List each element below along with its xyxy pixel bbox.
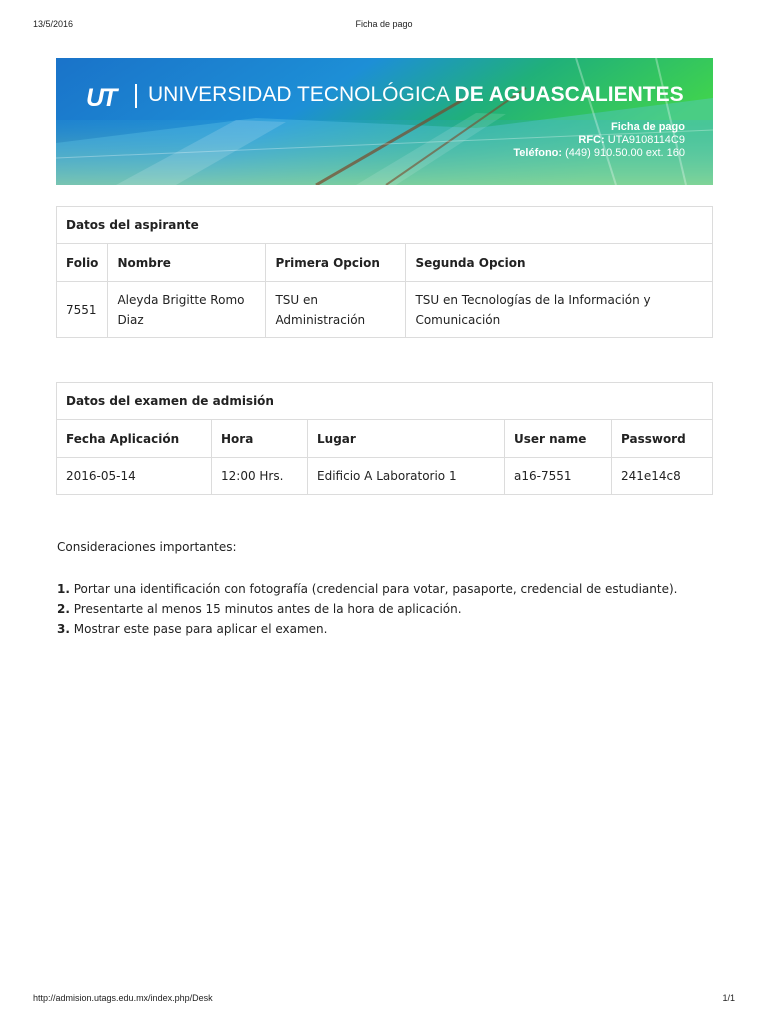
list-item xyxy=(57,599,677,619)
table-row xyxy=(57,458,713,495)
header-nombre: Nombre xyxy=(108,244,266,282)
item-text: Mostrar este pase para aplicar el examen. xyxy=(73,622,328,636)
university-banner xyxy=(56,58,713,185)
print-header xyxy=(0,19,768,33)
cell-lugar: Edificio A Laboratorio 1 xyxy=(308,458,505,495)
cell-primera-opcion: TSU en Administración xyxy=(266,282,406,338)
banner-info xyxy=(513,121,685,160)
print-date: 13/5/2016 xyxy=(33,19,74,29)
list-item xyxy=(57,619,677,639)
header-folio: Folio xyxy=(57,244,108,282)
item-text: Portar una identificación con fotografía (credencial para votar, pasaporte, credencial de estudiante). xyxy=(73,582,678,596)
university-name xyxy=(148,83,684,107)
print-url: http://admision.utags.edu.mx/index.php/Desk xyxy=(33,993,213,1003)
cell-folio: 7551 xyxy=(57,282,108,338)
print-title: Ficha de pago xyxy=(355,19,413,29)
list-item xyxy=(57,579,677,599)
applicant-table xyxy=(56,206,713,338)
print-page-number: 1/1 xyxy=(722,993,735,1003)
banner-doc-title: Ficha de pago xyxy=(611,121,685,133)
cell-password: 241e14c8 xyxy=(612,458,713,495)
rfc-label: RFC: xyxy=(578,134,605,146)
cell-username: a16-7551 xyxy=(505,458,612,495)
header-segunda-opcion: Segunda Opcion xyxy=(406,244,713,282)
header-hora: Hora xyxy=(212,420,308,458)
header-fecha: Fecha Aplicación xyxy=(57,420,212,458)
header-password: Password xyxy=(612,420,713,458)
header-lugar: Lugar xyxy=(308,420,505,458)
exam-table xyxy=(56,382,713,495)
table-row xyxy=(57,282,713,338)
logo-separator xyxy=(135,84,137,108)
cell-fecha: 2016-05-14 xyxy=(57,458,212,495)
item-number: 1. xyxy=(57,582,70,596)
item-number: 2. xyxy=(57,602,70,616)
item-text: Presentarte al menos 15 minutos antes de la hora de aplicación. xyxy=(73,602,462,616)
cell-segunda-opcion: TSU en Tecnologías de la Información y Comunicación xyxy=(406,282,713,338)
applicant-header-row xyxy=(57,244,713,282)
university-name-light: UNIVERSIDAD TECNOLÓGICA xyxy=(148,83,449,106)
cell-nombre: Aleyda Brigitte Romo Diaz xyxy=(108,282,266,338)
phone-value: (449) 910.50.00 ext. 160 xyxy=(565,147,685,159)
applicant-caption: Datos del aspirante xyxy=(57,207,713,244)
item-number: 3. xyxy=(57,622,70,636)
header-primera-opcion: Primera Opcion xyxy=(266,244,406,282)
considerations-title: Consideraciones importantes: xyxy=(57,540,237,554)
phone-label: Teléfono: xyxy=(513,147,563,159)
considerations-list xyxy=(57,579,677,639)
university-name-bold: DE AGUASCALIENTES xyxy=(454,83,684,106)
ut-logo: UT xyxy=(86,84,116,112)
header-username: User name xyxy=(505,420,612,458)
exam-header-row xyxy=(57,420,713,458)
exam-caption: Datos del examen de admisión xyxy=(57,383,713,420)
cell-hora: 12:00 Hrs. xyxy=(212,458,308,495)
rfc-value: UTA9108114C9 xyxy=(607,134,685,146)
